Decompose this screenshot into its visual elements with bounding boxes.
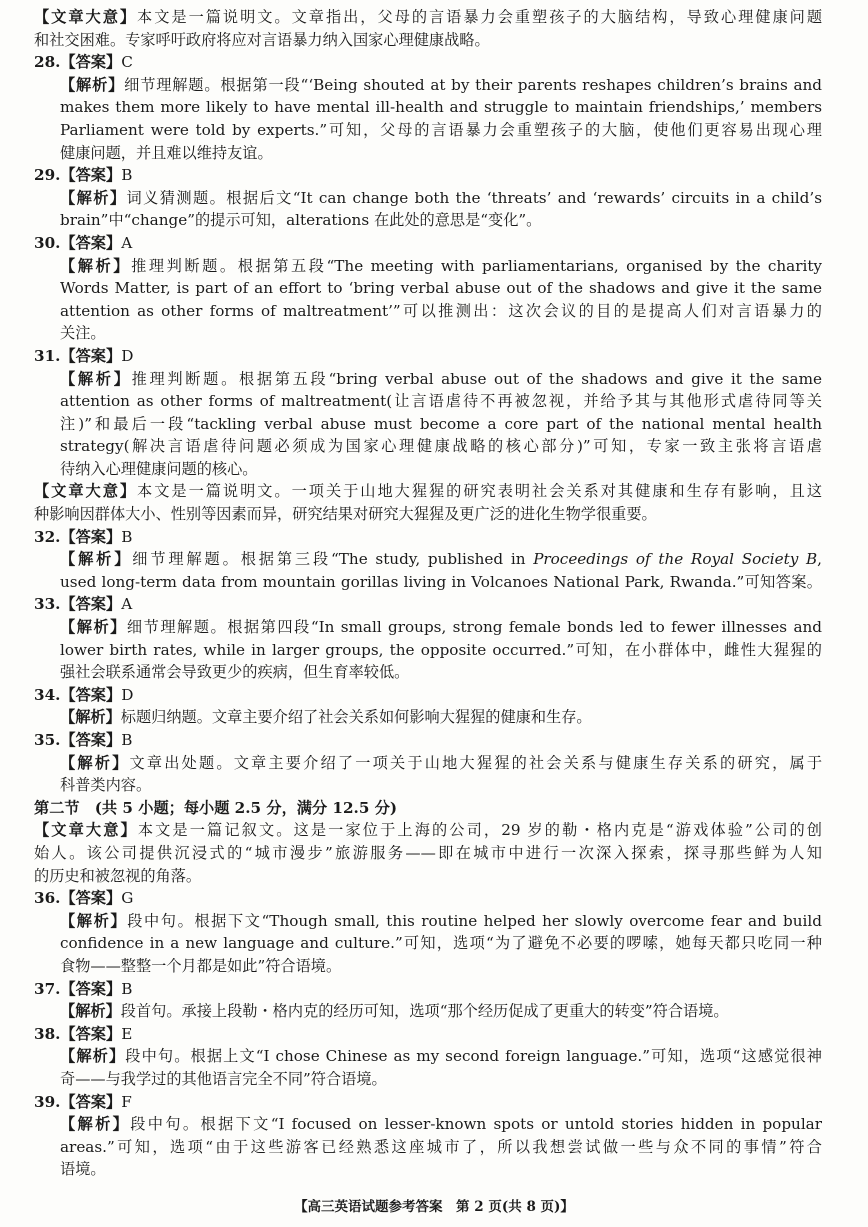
bold-label: 【解析】	[60, 188, 127, 207]
text-line	[34, 1068, 822, 1091]
text-line	[34, 164, 822, 187]
bold-label: 30.【答案】	[34, 233, 122, 252]
line-text: 食物——整整一个月都是如此”符合语境。	[60, 956, 342, 975]
line-text: 推理判断题。根据第五段“The meeting with parliamentarians, organised by the charity	[131, 256, 822, 275]
bold-label: 【文章大意】	[34, 482, 138, 501]
text-line	[34, 1091, 822, 1114]
text-line	[34, 955, 822, 978]
line-text: 推理判断题。根据第五段“bring verbal abuse out of the shadows and give it the same	[131, 369, 822, 388]
text-line	[34, 1158, 822, 1181]
bold-label: 36.【答案】	[34, 889, 122, 908]
text-line	[34, 1000, 822, 1023]
text-line	[34, 368, 822, 391]
text-line	[34, 910, 822, 933]
text-line	[34, 1023, 822, 1046]
text-line	[34, 458, 822, 481]
line-text: 待纳入心理健康问题的核心。	[60, 459, 258, 478]
bold-label: 【解析】	[60, 75, 125, 94]
text-line	[34, 29, 822, 52]
text-line	[34, 413, 822, 436]
line-text: A	[121, 233, 133, 252]
text-line	[34, 300, 822, 323]
line-text: G	[121, 889, 134, 908]
bold-label: 【解析】	[60, 550, 133, 569]
line-text: F	[121, 1092, 132, 1111]
line-text: 段首句。承接上段勒・格内克的经历可知，选项“那个经历促成了更重大的转变”符合语境。	[120, 1002, 729, 1021]
text-line	[34, 74, 822, 97]
line-text: 文章出处题。文章主要介绍了一项关于山地大猩猩的社会关系与健康生存关系的研究，属于	[129, 753, 822, 772]
bold-label: 35.【答案】	[34, 731, 122, 749]
text-line	[34, 142, 822, 165]
line-text: ,	[817, 550, 822, 569]
line-text: 本文是一篇说明文。文章指出，父母的言语暴力会重塑孩子的大脑结构，导致心理健康问题	[137, 8, 822, 26]
bold-label: 31.【答案】	[34, 346, 122, 365]
line-text: 细节理解题。根据第一段“‘Being shouted at by their parents reshapes children’s brains and	[124, 75, 822, 94]
answer-key-body	[34, 6, 822, 1181]
line-text: brain”中“change”的提示可知，alterations 在此处的意思是“变化”。	[60, 211, 542, 230]
text-line	[34, 752, 822, 775]
text-line	[34, 706, 822, 729]
bold-label: 29.【答案】	[34, 166, 122, 185]
text-line	[34, 526, 822, 549]
text-line	[34, 322, 822, 345]
line-text: attention as other forms of maltreatment’”可以推测出：这次会议的目的是提高人们对言语暴力的	[60, 301, 822, 320]
line-text: 和社交困难。专家呼吁政府将应对言语暴力纳入国家心理健康战略。	[34, 30, 490, 49]
line-text: 词义猜测题。根据后文“It can change both the ‘threats’ and ‘rewards’ circuits in a child’s	[126, 188, 822, 207]
bold-label: 【解析】	[60, 1002, 121, 1021]
line-text: B	[121, 731, 133, 749]
line-text: B	[121, 166, 133, 185]
bold-label: 【解析】	[60, 256, 132, 275]
text-line	[34, 119, 822, 142]
line-text: confidence in a new language and culture.”可知，选项“为了避免不必要的啰嗦，她每天都只吃同一种	[60, 934, 822, 953]
text-line	[34, 842, 822, 865]
text-line	[34, 571, 822, 594]
line-text: Words Matter, is part of an effort to ‘bring verbal abuse out of the shadows and give it the same	[60, 279, 822, 298]
bold-label: 34.【答案】	[34, 685, 122, 704]
bold-label: 37.【答案】	[34, 979, 122, 998]
text-line	[34, 548, 822, 571]
line-text: 的历史和被忽视的角落。	[34, 866, 202, 885]
line-text: used long-term data from mountain gorillas living in Volcanoes National Park, Rwanda.”可知答案。	[60, 572, 822, 591]
bold-label: 【文章大意】	[34, 821, 138, 840]
bold-label: 28.【答案】	[34, 53, 122, 72]
line-text: 健康问题，并且难以维持友谊。	[60, 143, 273, 162]
line-text: E	[121, 1024, 133, 1043]
text-line	[34, 593, 822, 616]
line-text: attention as other forms of maltreatment(让言语虐待不再被忽视，并给予其与其他形式虐待同等关	[60, 392, 822, 411]
line-text: B	[121, 979, 133, 998]
bold-label: 【解析】	[60, 1115, 131, 1134]
text-line	[34, 255, 822, 278]
bold-label: 32.【答案】	[34, 527, 122, 546]
text-line	[34, 277, 822, 300]
line-text: 始人。该公司提供沉浸式的“城市漫步”旅游服务——即在城市中进行一次深入探索，探寻那些鲜为人知	[34, 843, 822, 862]
line-text: areas.”可知，选项“由于这些游客已经熟悉这座城市了，所以我想尝试做一些与众不同的事情”符合	[60, 1137, 822, 1156]
bold-label: 39.【答案】	[34, 1092, 122, 1111]
text-line	[34, 1136, 822, 1159]
bold-label: 【解析】	[60, 618, 127, 637]
text-line	[34, 661, 822, 684]
bold-label: 【解析】	[60, 1047, 126, 1066]
text-line	[34, 503, 822, 526]
text-line	[34, 6, 822, 29]
bold-label: 33.【答案】	[34, 595, 122, 614]
bold-label: 第二节 (共 5 小题；每小题 2.5 分，满分 12.5 分)	[34, 798, 398, 817]
line-text: 奇——与我学过的其他语言完全不同”符合语境。	[60, 1069, 387, 1088]
text-line	[34, 209, 822, 232]
text-line	[34, 435, 822, 458]
line-text: 段中句。根据下文“I focused on lesser-known spots or untold stories hidden in popular	[130, 1115, 822, 1134]
text-line	[34, 932, 822, 955]
line-text: 科普类内容。	[60, 776, 152, 795]
line-text: Parliament were told by experts.”可知，父母的言语暴力会重塑孩子的大脑，使他们更容易出现心理	[60, 120, 822, 139]
text-line	[34, 639, 822, 662]
line-text: 语境。	[60, 1160, 106, 1179]
line-text: 段中句。根据上文“I chose Chinese as my second foreign language.”可知，选项“这感觉很神	[125, 1047, 822, 1066]
text-line	[34, 480, 822, 503]
text-line	[34, 232, 822, 255]
bold-label: 【文章大意】	[34, 8, 138, 26]
line-text: lower birth rates, while in larger groups, the opposite occurred.”可知，在小群体中，雌性大猩猩的	[60, 640, 822, 659]
bold-label: 【解析】	[60, 911, 128, 930]
text-line	[34, 774, 822, 797]
line-text: 强社会联系通常会导致更少的疾病，但生育率较低。	[60, 663, 410, 682]
line-text: B	[121, 527, 133, 546]
bold-label: 【解析】	[60, 708, 121, 727]
line-text: 注)”和最后一段“tackling verbal abuse must become a core part of the national mental health	[60, 414, 822, 433]
text-line	[34, 819, 822, 842]
line-text: A	[121, 595, 133, 614]
line-text: D	[121, 685, 134, 704]
line-text: 段中句。根据下文“Though small, this routine helped her slowly overcome fear and build	[127, 911, 822, 930]
bold-label: 【解析】	[60, 753, 130, 772]
bold-label: 【解析】	[60, 369, 132, 388]
line-text: 本文是一篇说明文。一项关于山地大猩猩的研究表明社会关系对其健康和生存有影响，且这	[137, 482, 822, 501]
line-text: makes them more likely to have mental ill-health and struggle to maintain friendships,’ members	[60, 98, 822, 117]
text-line	[34, 96, 822, 119]
text-line	[34, 51, 822, 74]
line-text: C	[121, 53, 133, 72]
page-footer: 【高三英语试题参考答案 第 2 页(共 8 页)】	[294, 1199, 574, 1215]
line-text: 细节理解题。根据第四段“In small groups, strong female bonds led to fewer illnesses and	[126, 618, 822, 637]
text-line	[34, 797, 822, 820]
bold-label: 38.【答案】	[34, 1024, 122, 1043]
text-line	[34, 729, 822, 752]
line-text: 细节理解题。根据第三段“The study, published in	[132, 550, 534, 569]
line-text: D	[121, 346, 134, 365]
line-text: 种影响因群体大小、性别等因素而异，研究结果对研究大猩猩及更广泛的进化生物学很重要。	[34, 505, 657, 524]
text-line	[34, 1113, 822, 1136]
italic-text: Proceedings of the Royal Society B	[533, 550, 818, 569]
text-line	[34, 616, 822, 639]
line-text: 本文是一篇记叙文。这是一家位于上海的公司，29 岁的勒・格内克是“游戏体验”公司的创	[137, 821, 822, 840]
text-line	[34, 978, 822, 1001]
text-line	[34, 684, 822, 707]
line-text: strategy(解决言语虐待问题必须成为国家心理健康战略的核心部分)”可知，专家一致主张将言语虐	[60, 437, 822, 456]
text-line	[34, 887, 822, 910]
text-line	[34, 345, 822, 368]
text-line	[34, 1045, 822, 1068]
text-line	[34, 187, 822, 210]
text-line	[34, 390, 822, 413]
text-line	[34, 865, 822, 888]
line-text: 关注。	[60, 324, 106, 343]
line-text: 标题归纳题。文章主要介绍了社会关系如何影响大猩猩的健康和生存。	[120, 708, 592, 727]
